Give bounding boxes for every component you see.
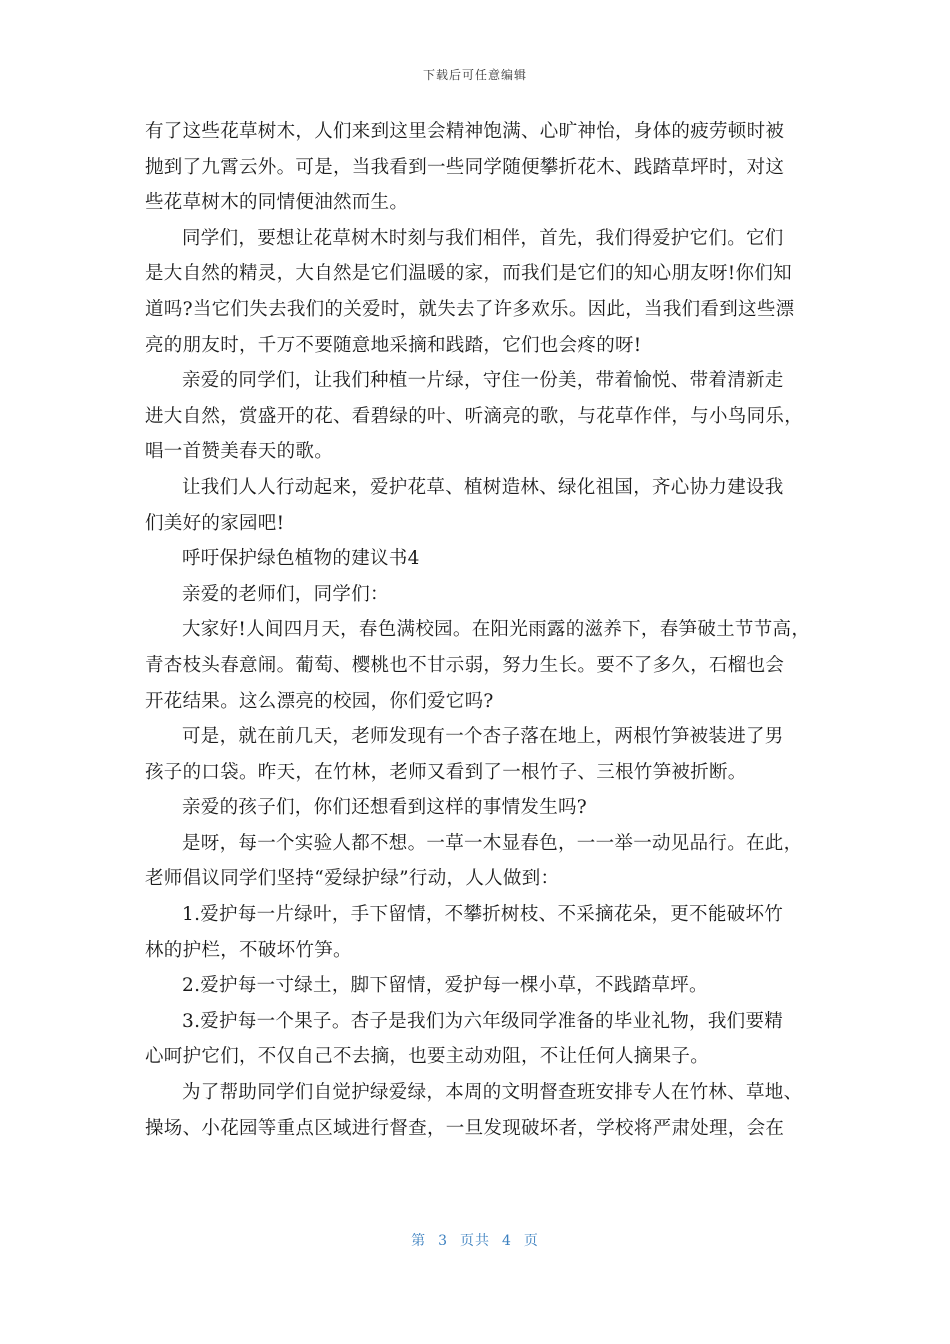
text-line: 开花结果。这么漂亮的校园，你们爱它吗? bbox=[145, 690, 494, 712]
footer-suffix: 页 bbox=[523, 1233, 539, 1249]
text-line: 大家好!人间四月天，春色满校园。在阳光雨露的滋养下，春笋破土节节高， bbox=[182, 619, 811, 641]
text-line: 3.爱护每一个果子。杏子是我们为六年级同学准备的毕业礼物，我们要精 bbox=[182, 1010, 784, 1032]
text-line: 同学们，要想让花草树木时刻与我们相伴，首先，我们得爱护它们。它们 bbox=[182, 227, 784, 249]
text-line: 亲爱的同学们，让我们种植一片绿，守住一份美，带着愉悦、带着清新走 bbox=[182, 370, 784, 392]
text-line: 抛到了九霄云外。可是，当我看到一些同学随便攀折花木、践踏草坪时，对这 bbox=[145, 156, 785, 178]
text-line: 呼吁保护绿色植物的建议书4 bbox=[182, 548, 420, 570]
text-line: 唱一首赞美春天的歌。 bbox=[145, 441, 334, 463]
text-line: 1.爱护每一片绿叶，手下留情，不攀折树枝、不采摘花朵，更不能破坏竹 bbox=[182, 904, 784, 926]
text-line: 亲爱的孩子们，你们还想看到这样的事情发生吗? bbox=[182, 797, 588, 819]
text-line: 进大自然，赏盛开的花、看碧绿的叶、听滴亮的歌，与花草作伴，与小鸟同乐， bbox=[145, 405, 804, 427]
text-line: 孩子的口袋。昨天，在竹林，老师又看到了一根竹子、三根竹笋被折断。 bbox=[145, 761, 747, 783]
text-line: 是呀，每一个实验人都不想。一草一木显春色，一一举一动见品行。在此， bbox=[182, 832, 803, 854]
footer-middle: 页共 bbox=[460, 1233, 490, 1249]
text-line: 林的护栏，不破坏竹笋。 bbox=[145, 939, 352, 961]
document-body bbox=[145, 114, 825, 1146]
text-line: 有了这些花草树木，人们来到这里会精神饱满、心旷神怡，身体的疲劳顿时被 bbox=[145, 121, 785, 142]
text-line: 心呵护它们，不仅自己不去摘，也要主动劝阻，不让任何人摘果子。 bbox=[145, 1046, 710, 1068]
text-line: 们美好的家园吧! bbox=[145, 512, 285, 534]
text-line: 为了帮助同学们自觉护绿爱绿，本周的文明督查班安排专人在竹林、草地、 bbox=[182, 1082, 803, 1104]
footer-current-page: 3 bbox=[438, 1233, 448, 1249]
text-line: 2.爱护每一寸绿土，脚下留情，爱护每一棵小草，不践踏草坪。 bbox=[182, 975, 708, 997]
text-line: 青杏枝头春意闹。葡萄、樱桃也不甘示弱，努力生长。要不了多久，石榴也会 bbox=[145, 654, 785, 676]
text-line: 是大自然的精灵，大自然是它们温暖的家，而我们是它们的知心朋友呀!你们知 bbox=[145, 263, 792, 285]
page-header: 下载后可任意编辑 bbox=[422, 68, 527, 82]
text-line: 道吗?当它们失去我们的关爱时，就失去了许多欢乐。因此，当我们看到这些漂 bbox=[145, 298, 795, 320]
text-line: 操场、小花园等重点区域进行督查，一旦发现破坏者，学校将严肃处理，会在 bbox=[145, 1117, 785, 1139]
page-footer bbox=[0, 1230, 950, 1250]
footer-prefix: 第 bbox=[411, 1233, 427, 1249]
text-line: 亲爱的老师们，同学们： bbox=[182, 583, 389, 605]
text-line: 可是，就在前几天，老师发现有一个杏子落在地上，两根竹笋被装进了男 bbox=[182, 726, 784, 748]
text-line: 让我们人人行动起来，爱护花草、植树造林、绿化祖国，齐心协力建设我 bbox=[182, 476, 784, 498]
footer-total-pages: 4 bbox=[502, 1233, 512, 1249]
text-line: 些花草树木的同情便油然而生。 bbox=[145, 192, 409, 214]
text-line: 亮的朋友时，千万不要随意地采摘和践踏，它们也会疼的呀! bbox=[145, 334, 642, 356]
text-line: 老师倡议同学们坚持“爱绿护绿”行动，人人做到： bbox=[145, 868, 560, 890]
